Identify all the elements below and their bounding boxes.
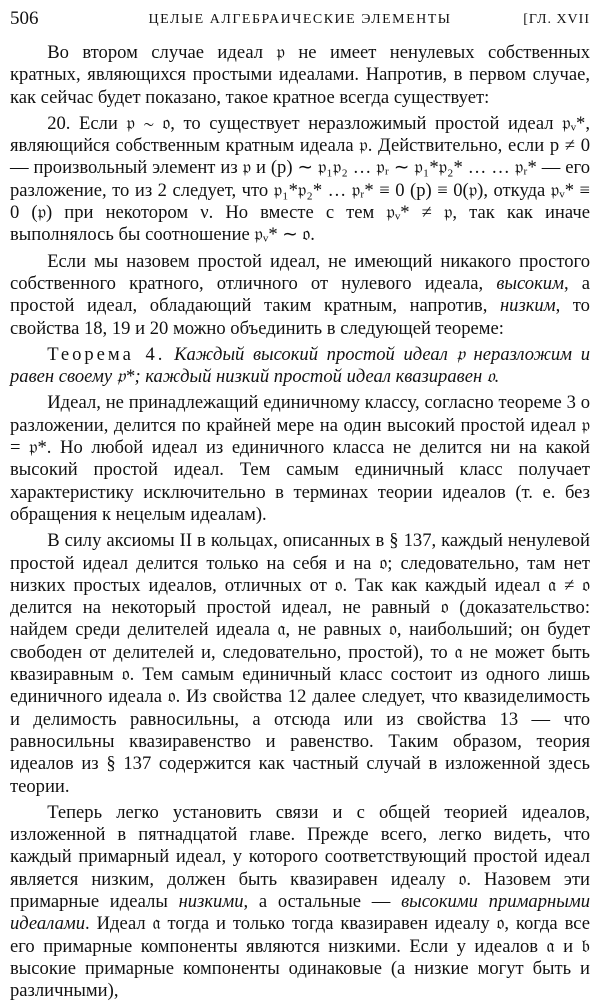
text-run: Теперь легко установить связи и с общей теорией идеалов, изложенной в пятнадцатой главе. Прежде всего, легко видеть, что каждый примарный идеал, у которого соответствующий простой идеал является низким, должен быть квазиравен идеалу 𝔬. Назовем эти примарные идеалы [10, 801, 590, 912]
text-run: , а простой идеал, обладающий таким кратным, напротив, [10, 272, 590, 317]
theorem-statement: Каждый высокий простой идеал 𝔭 неразложим и равен своему 𝔭*; каждый низкий простой идеал квазиравен 𝔬. [10, 343, 590, 388]
paragraph: В силу аксиомы II в кольцах, описанных в § 137, каждый ненулевой простой идеал делится только на себя и на 𝔬; следовательно, там нет низких простых идеалов, отличных от 𝔬. Так как каждый идеал 𝔞 ≠ 𝔬 делится на некоторый простой идеал, не равный 𝔬 (доказательство: найдем среди делителей идеала 𝔞, не равных 𝔬, наибольший; он будет свободен от делителей и, следовательно, простой), то 𝔞 не может быть квазиравным 𝔬. Тем самым единичный класс состоит из одного лишь единичного идеала 𝔬. Из свойства 12 далее следует, что квазиделимость и делимость равносильны, а отсюда или из свойства 13 — что равносильны квазиравенство и равенство. Таким образом, теория идеалов из § 137 содержится как частный случай в изложенной здесь теории. [10, 530, 590, 797]
page-header [10, 8, 590, 32]
paragraph: Идеал, не принадлежащий единичному классу, согласно теореме 3 о разложении, делится по крайней мере на один высокий простой идеал 𝔭 = 𝔭*. Но любой идеал из единичного класса не делится ни на какой высокий простой идеал. Тем самым единичный класс получает характеристику исключительно в терминах теории идеалов (т. е. без обращения к нецелым идеалам). [10, 392, 590, 525]
running-title: ЦЕЛЫЕ АЛГЕБРАИЧЕСКИЕ ЭЛЕМЕНТЫ [148, 12, 452, 27]
paragraph [10, 802, 590, 1003]
paragraph [10, 251, 590, 340]
page-number: 506 [10, 8, 39, 29]
italic-term: низким [499, 295, 556, 317]
paragraph: Во втором случае идеал 𝔭 не имеет ненулевых собственных кратных, являющихся простыми идеалами. Напротив, в первом случае, как сейчас будет показано, такое кратное всегда существует: [10, 42, 590, 108]
theorem [10, 344, 590, 389]
paragraph: 20. Если 𝔭 ∼ 𝔬, то существует неразложимый простой идеал 𝔭ᵥ*, являющийся собственным кратным идеала 𝔭. Действительно, если p ≠ 0 — произвольный элемент из 𝔭 и (p) ∼ 𝔭₁𝔭₂ … 𝔭ᵣ ∼ 𝔭₁*𝔭₂* … … 𝔭ᵣ* — его разложение, то из 2 следует, что 𝔭₁*𝔭₂* … 𝔭ᵣ* ≡ 0 (p) ≡ 0(𝔭), откуда 𝔭ᵥ* ≡ 0 (𝔭) при некотором ν. Но вместе с тем 𝔭ᵥ* ≠ 𝔭, так как иначе выполнялось бы соотношение 𝔭ᵥ* ∼ 𝔬. [10, 112, 590, 246]
text-run: . Идеал 𝔞 тогда и только тогда квазиравен идеалу 𝔬, когда все его примарные компоненты являются низкими. Если у идеалов 𝔞 и 𝔟 высокие примарные компоненты одинаковые (а низкие могут быть и различными), [10, 913, 590, 1002]
italic-term: высокими примарными идеалами [10, 890, 591, 935]
text-run: , то свойства 18, 19 и 20 можно объединить в следующей теореме: [10, 295, 590, 339]
text-run: Если мы назовем простой идеал, не имеющий никакого простого собственного кратного, отличного от нулевого идеала, [10, 250, 590, 294]
italic-term: низкими [178, 890, 244, 912]
chapter-label: [ГЛ. XVII [523, 12, 590, 27]
text-run: , а остальные — [243, 890, 402, 912]
theorem-label: Теорема 4. [47, 343, 166, 365]
italic-term: высоким [496, 272, 564, 294]
body-text [10, 42, 590, 1006]
